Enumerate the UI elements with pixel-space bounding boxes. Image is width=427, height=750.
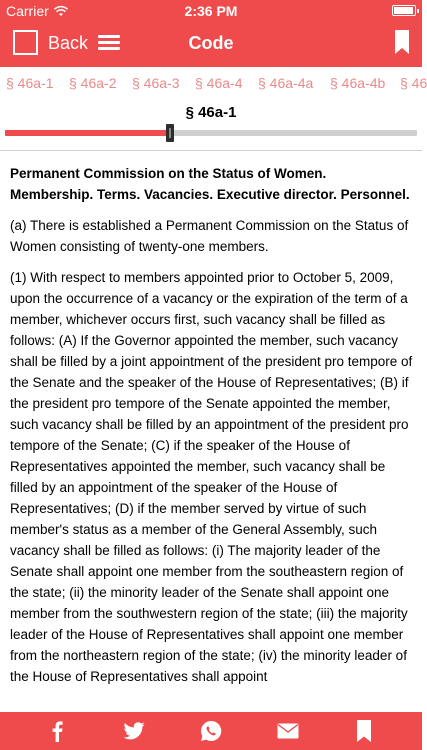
nav-bar	[0, 22, 422, 67]
share-bar	[0, 712, 422, 750]
whatsapp-icon[interactable]	[199, 720, 223, 742]
code-text	[10, 163, 413, 711]
paragraph-a: (a) There is established a Permanent Commission on the Status of Women consisting of twenty-one members.	[10, 218, 409, 254]
divider	[0, 150, 422, 151]
slider-handle[interactable]	[166, 124, 174, 142]
twitter-icon[interactable]	[122, 720, 146, 742]
tab-46a-4b[interactable]: § 46a-4b	[330, 75, 386, 91]
page-title: Code	[188, 33, 234, 53]
battery-icon	[392, 5, 416, 16]
mail-icon[interactable]	[276, 720, 300, 742]
clock: 2:36 PM	[184, 3, 238, 19]
bookmark-footer-icon[interactable]	[352, 720, 376, 742]
select-checkbox[interactable]	[13, 30, 38, 55]
current-section-title: § 46a-1	[185, 104, 237, 121]
tab-46-partial[interactable]: § 46	[400, 75, 427, 91]
carrier-label: Carrier	[6, 3, 49, 19]
status-bar	[0, 0, 422, 22]
back-button[interactable]: Back	[48, 33, 89, 53]
tab-46a-1[interactable]: § 46a-1	[6, 75, 54, 91]
bookmark-icon[interactable]	[395, 30, 409, 54]
tab-46a-2[interactable]: § 46a-2	[69, 75, 117, 91]
tab-46a-4[interactable]: § 46a-4	[195, 75, 243, 91]
slider-fill	[5, 130, 170, 136]
tab-46a-4a[interactable]: § 46a-4a	[258, 75, 314, 91]
app-header	[0, 0, 422, 67]
tab-46a-3[interactable]: § 46a-3	[132, 75, 180, 91]
paragraph-1: (1) With respect to members appointed prior to October 5, 2009, upon the occurrence of a vacancy or the expiration of the term of a member, whichever occurs first, such vacancy shall be filled as follows: (A) If the Governor appointed the member, such vacancy shall be filled by a joint appointment of the president pro tempore of the Senate and the speaker of the House of Representatives; (B) if the president pro tempore of the Senate appointed the member, such vacancy shall be filled by an appointment of the president pro tempore of the Senate; (C) if the speaker of the House of Representatives appointed the member, such vacancy shall be filled by an appointment of the speaker of the House of Representatives; (D) if the member served by virtue of such member's status as a member of the General Assembly, such vacancy shall be filled as follows: (i) The majority leader of the Senate shall appoint one member from the southeastern region of the state; (ii) the minority leader of the Senate shall appoint one member from the southwestern region of the state; (iii) the majority leader of the House of Representatives shall appoint one member from the northeastern region of the state; (iv) the minority leader of the House of Representatives shall appoint	[10, 270, 413, 684]
facebook-icon[interactable]	[45, 720, 69, 742]
section-tabs	[0, 75, 427, 97]
section-slider[interactable]	[5, 130, 417, 136]
section-heading: Permanent Commission on the Status of Women. Membership. Terms. Vacancies. Executive director. Personnel.	[10, 166, 410, 202]
menu-icon[interactable]	[98, 33, 120, 51]
